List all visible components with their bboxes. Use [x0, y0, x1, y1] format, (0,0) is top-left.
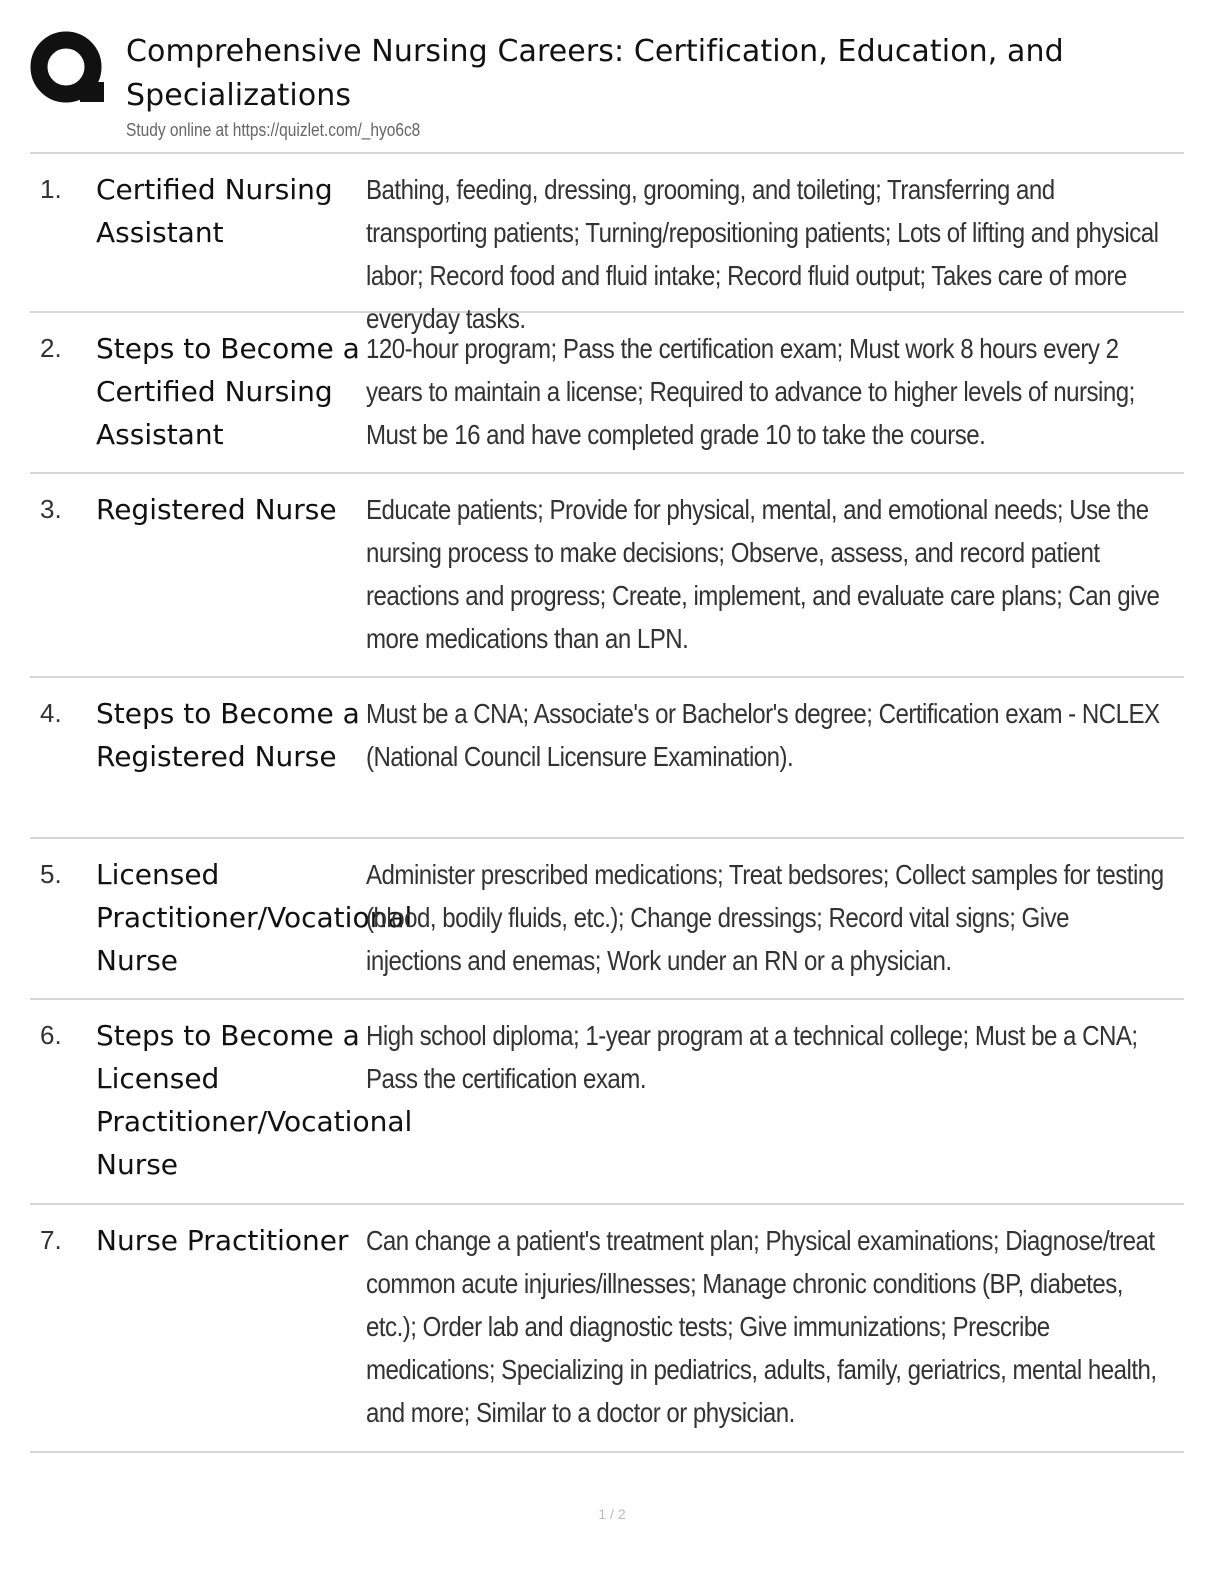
card-term: Licensed Practitioner/Vocational Nurse: [96, 858, 413, 977]
study-online-link[interactable]: Study online at https://quizlet.com/_hyo6c8: [126, 120, 421, 140]
card-term: Certified Nursing Assistant: [96, 173, 333, 249]
card-number: 4.: [40, 698, 62, 728]
card-definition: Must be a CNA; Associate's or Bachelor's degree; Certification exam - NCLEX (National Council Licensure Examination).: [366, 698, 1160, 772]
card-term: Registered Nurse: [96, 493, 337, 526]
card-term: Steps to Become a Licensed Practitioner/Vocational Nurse: [96, 1019, 413, 1181]
card-number: 5.: [40, 859, 62, 889]
card-definition: High school diploma; 1-year program at a technical college; Must be a CNA; Pass the certification exam.: [366, 1020, 1138, 1094]
card-definition: Administer prescribed medications; Treat bedsores; Collect samples for testing (blood, bodily fluids, etc.); Change dressings; Record vital signs; Give injections and enemas; Work under an RN or a physician.: [366, 859, 1164, 976]
card-definition: 120-hour program; Pass the certification exam; Must work 8 hours every 2 years to maintain a license; Required to advance to higher levels of nursing; Must be 16 and have completed grade 10 to take the course.: [366, 333, 1135, 450]
quizlet-logo-icon: [30, 30, 106, 106]
card-term: Steps to Become a Certified Nursing Assistant: [96, 332, 360, 451]
card-definition: Bathing, feeding, dressing, grooming, and toileting; Transferring and transporting patients; Turning/repositioning patients; Lots of lifting and physical labor; Record food and fluid intake; Record fluid output; Takes care of more everyday tasks.: [366, 174, 1159, 334]
card-row: [30, 839, 1184, 1000]
page-header: [30, 0, 1184, 154]
card-term: Nurse Practitioner: [96, 1224, 349, 1257]
card-definition: Can change a patient's treatment plan; Physical examinations; Diagnose/treat common acute injuries/illnesses; Manage chronic conditions (BP, diabetes, etc.); Order lab and diagnostic tests; Give immunizations; Prescribe medications; Specializing in pediatrics, adults, family, geriatrics, mental health, and more; Similar to a doctor or physician.: [366, 1225, 1157, 1428]
card-row: [30, 474, 1184, 678]
card-number: 6.: [40, 1020, 62, 1050]
header-divider: [30, 152, 1184, 154]
card-number: 7.: [40, 1225, 62, 1255]
card-number: 2.: [40, 333, 62, 363]
card-row: [30, 154, 1184, 334]
card-definition: Educate patients; Provide for physical, mental, and emotional needs; Use the nursing process to make decisions; Observe, assess, and record patient reactions and progress; Create, implement, and evaluate care plans; Can give more medications than an LPN.: [366, 494, 1160, 654]
card-number: 3.: [40, 494, 62, 524]
card-row: [30, 313, 1184, 474]
card-row: [30, 1000, 1184, 1205]
card-number: 1.: [40, 174, 62, 204]
page-title: Comprehensive Nursing Careers: Certification, Education, and Specializations: [126, 34, 1064, 113]
card-row: [30, 678, 1184, 839]
page-number: 1 / 2: [598, 1506, 626, 1522]
flashcard-page: [30, 0, 1184, 1453]
card-term: Steps to Become a Registered Nurse: [96, 697, 360, 773]
card-row: [30, 1205, 1184, 1453]
